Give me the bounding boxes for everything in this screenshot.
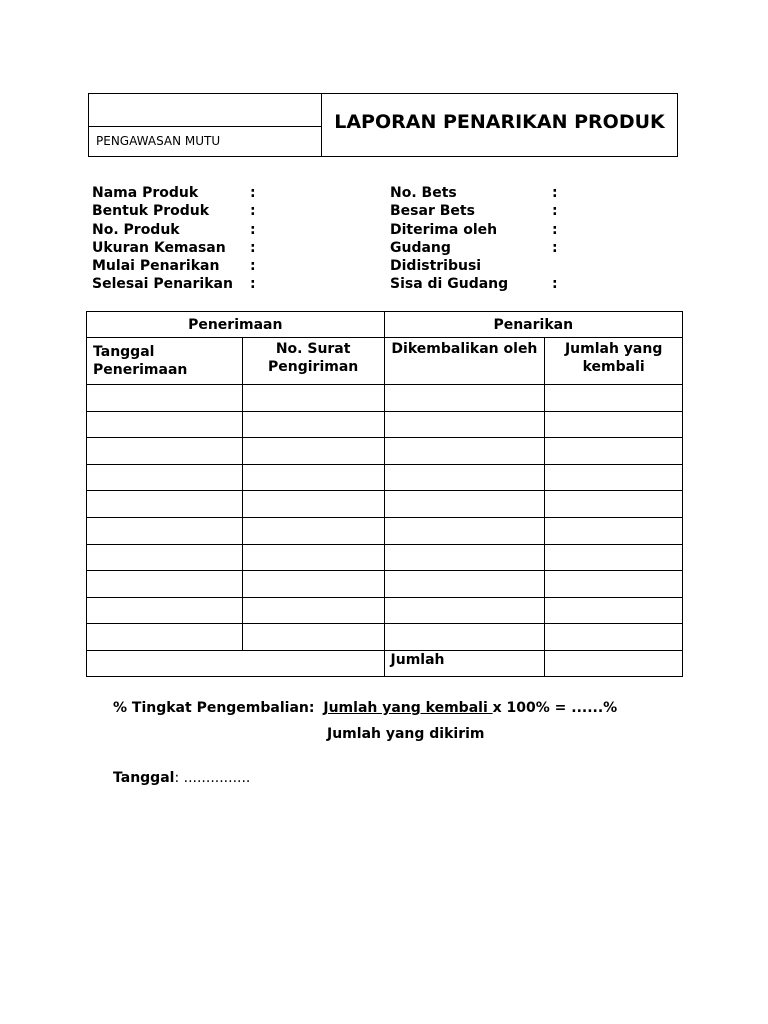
formula-denominator: Jumlah yang dikirim bbox=[327, 726, 485, 742]
info-colon: : bbox=[552, 203, 558, 220]
info-left bbox=[92, 184, 382, 294]
col-dikembalikan-oleh: Dikembalikan oleh bbox=[384, 338, 545, 385]
table-cell[interactable] bbox=[87, 517, 243, 544]
table-cell[interactable] bbox=[384, 411, 545, 438]
total-label: Jumlah bbox=[384, 650, 545, 676]
table-cell[interactable] bbox=[384, 597, 545, 624]
table-cell[interactable] bbox=[242, 544, 384, 571]
table-row bbox=[87, 385, 683, 412]
table-cell[interactable] bbox=[242, 491, 384, 518]
info-row bbox=[390, 202, 680, 220]
info-colon: : bbox=[250, 276, 256, 293]
info-label: Ukuran Kemasan bbox=[92, 239, 226, 256]
formula-numerator: Jumlah yang kembali bbox=[323, 700, 493, 716]
info-colon: : bbox=[250, 203, 256, 220]
table-row bbox=[87, 517, 683, 544]
info-row bbox=[390, 275, 680, 293]
table-cell[interactable] bbox=[87, 491, 243, 518]
table-cell[interactable] bbox=[545, 571, 683, 598]
date-label: Tanggal bbox=[113, 770, 175, 786]
col-jumlah-kembali bbox=[545, 338, 683, 385]
table-row bbox=[87, 491, 683, 518]
info-row bbox=[92, 221, 382, 239]
info-colon: : bbox=[250, 185, 256, 201]
info-label: Bentuk Produk bbox=[92, 203, 210, 220]
header-blank-cell bbox=[89, 94, 322, 127]
info-colon: : bbox=[552, 221, 558, 238]
date-value[interactable]: : ............... bbox=[174, 770, 251, 786]
col-no-surat-line1: No. Surat bbox=[275, 341, 351, 357]
table-cell[interactable] bbox=[242, 464, 384, 491]
table-cell[interactable] bbox=[545, 624, 683, 651]
col-tanggal-penerimaan: Tanggal Penerimaan bbox=[87, 338, 243, 385]
info-colon: : bbox=[552, 185, 558, 201]
table-cell[interactable] bbox=[87, 624, 243, 651]
info-row bbox=[92, 184, 382, 202]
info-colon: : bbox=[250, 239, 256, 256]
col-no-surat bbox=[242, 338, 384, 385]
info-colon: : bbox=[552, 239, 558, 256]
table-cell[interactable] bbox=[384, 517, 545, 544]
info-row bbox=[92, 202, 382, 220]
group-penerimaan: Penerimaan bbox=[87, 312, 385, 338]
table-cell[interactable] bbox=[87, 438, 243, 465]
table-cell[interactable] bbox=[384, 464, 545, 491]
recall-table bbox=[86, 311, 683, 677]
info-row bbox=[92, 275, 382, 293]
info-right bbox=[390, 184, 680, 294]
table-cell[interactable] bbox=[384, 491, 545, 518]
table-cell[interactable] bbox=[242, 571, 384, 598]
info-label: Diterima oleh bbox=[390, 221, 498, 238]
table-cell[interactable] bbox=[545, 544, 683, 571]
table-cell[interactable] bbox=[242, 385, 384, 412]
total-value-cell[interactable] bbox=[545, 650, 683, 676]
col-jumlah-line1: Jumlah yang bbox=[564, 341, 663, 357]
info-label: Gudang bbox=[390, 239, 451, 256]
info-colon: : bbox=[552, 276, 558, 293]
header-box bbox=[88, 93, 678, 157]
info-row bbox=[92, 257, 382, 275]
table-cell[interactable] bbox=[545, 464, 683, 491]
table-cell[interactable] bbox=[87, 597, 243, 624]
group-penarikan: Penarikan bbox=[384, 312, 682, 338]
formula-suffix: x 100% = ......% bbox=[492, 700, 618, 716]
table-cell[interactable] bbox=[545, 491, 683, 518]
info-label: Selesai Penarikan bbox=[92, 276, 233, 293]
table-cell[interactable] bbox=[87, 411, 243, 438]
table-cell[interactable] bbox=[545, 597, 683, 624]
table-cell[interactable] bbox=[545, 517, 683, 544]
info-colon: : bbox=[250, 221, 256, 238]
formula-prefix: % Tingkat Pengembalian: bbox=[113, 700, 315, 716]
table-row bbox=[87, 464, 683, 491]
table-cell[interactable] bbox=[384, 544, 545, 571]
info-label: Sisa di Gudang bbox=[390, 276, 509, 293]
table-row bbox=[87, 571, 683, 598]
col-no-surat-line2: Pengiriman bbox=[268, 359, 359, 375]
info-row bbox=[390, 184, 680, 202]
document-title: LAPORAN PENARIKAN PRODUK bbox=[334, 111, 665, 133]
info-row bbox=[390, 221, 680, 239]
table-cell[interactable] bbox=[545, 411, 683, 438]
info-row bbox=[92, 239, 382, 257]
return-rate-formula bbox=[113, 700, 617, 716]
table-row bbox=[87, 438, 683, 465]
table-row bbox=[87, 411, 683, 438]
table-row bbox=[87, 544, 683, 571]
table-cell[interactable] bbox=[87, 571, 243, 598]
table-cell[interactable] bbox=[87, 464, 243, 491]
date-line bbox=[113, 770, 250, 786]
header-dept: PENGAWASAN MUTU bbox=[89, 127, 322, 156]
table-cell[interactable] bbox=[384, 624, 545, 651]
table-cell[interactable] bbox=[242, 411, 384, 438]
table-row bbox=[87, 597, 683, 624]
table-group-header bbox=[87, 312, 683, 338]
table-total-row bbox=[87, 650, 683, 676]
info-row bbox=[390, 257, 680, 275]
total-blank-cell bbox=[87, 650, 385, 676]
info-row bbox=[390, 239, 680, 257]
table-cell[interactable] bbox=[384, 385, 545, 412]
table-row bbox=[87, 624, 683, 651]
col-jumlah-line2: kembali bbox=[582, 359, 645, 375]
info-label: No. Bets bbox=[390, 185, 457, 201]
info-label: Mulai Penarikan bbox=[92, 258, 220, 275]
table-cell[interactable] bbox=[384, 571, 545, 598]
info-label: Didistribusi bbox=[390, 258, 482, 275]
table-cell[interactable] bbox=[545, 438, 683, 465]
info-label: Nama Produk bbox=[92, 185, 199, 201]
table-cell[interactable] bbox=[242, 597, 384, 624]
table-cell[interactable] bbox=[545, 385, 683, 412]
table-column-header bbox=[87, 338, 683, 385]
info-label: No. Produk bbox=[92, 221, 180, 238]
info-colon: : bbox=[250, 258, 256, 275]
table-cell[interactable] bbox=[384, 438, 545, 465]
table-cell[interactable] bbox=[87, 385, 243, 412]
table-cell[interactable] bbox=[87, 544, 243, 571]
table-cell[interactable] bbox=[242, 624, 384, 651]
info-label: Besar Bets bbox=[390, 203, 475, 220]
table-cell[interactable] bbox=[242, 517, 384, 544]
table-cell[interactable] bbox=[242, 438, 384, 465]
